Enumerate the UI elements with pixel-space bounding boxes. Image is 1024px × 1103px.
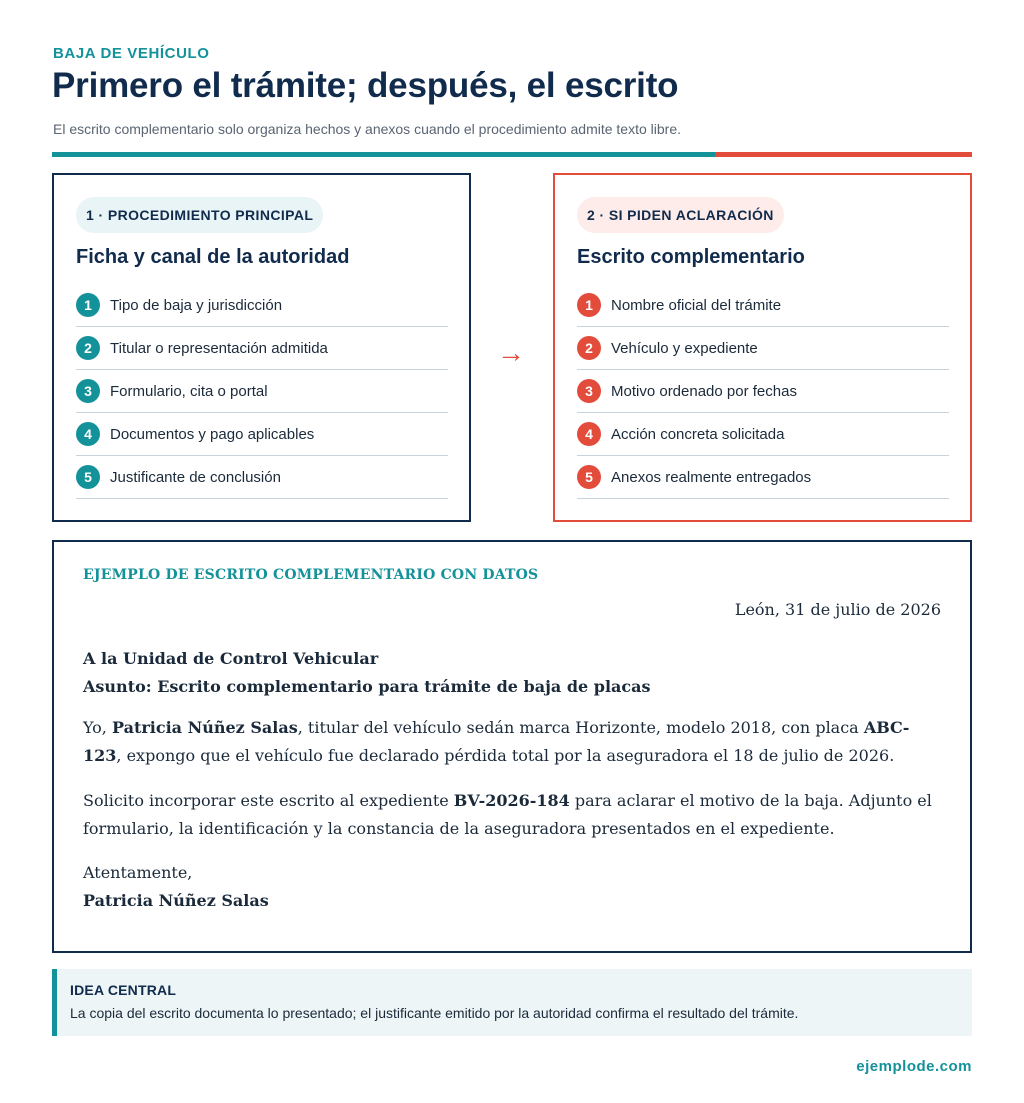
list-item [577,456,949,499]
main-procedure-steps [76,284,448,499]
list-item [76,284,448,327]
clarification-title: Escrito complementario [577,246,805,268]
letter-paragraph-facts [83,714,945,770]
step-label: Formulario, cita o portal [110,382,268,400]
step-label: Nombre oficial del trámite [611,296,782,314]
step-label: Motivo ordenado por fechas [611,382,797,400]
callout-text: La copia del escrito documenta lo presentado; el justificante emitido por la autoridad confirma el resultado del trámite. [70,1005,799,1021]
example-letter [52,540,972,953]
step-label: Documentos y pago aplicables [110,425,315,443]
header-divider-red [715,152,972,157]
main-procedure-panel [52,173,471,522]
clarification-panel [553,173,972,522]
list-item [577,413,949,456]
step-label: Titular o representación admitida [110,339,328,357]
list-item [577,370,949,413]
list-item [577,327,949,370]
step-number-badge: 4 [577,422,601,446]
letter-signature: Patricia Núñez Salas [83,891,269,910]
text-segment: para aclarar el motivo de la baja. Adjunto el formulario, la identificación y la constancia de la aseguradora presentados en el expediente. [83,791,932,838]
letter-closing-block [83,859,269,915]
step-label: Vehículo y expediente [611,339,758,357]
letter-recipient: A la Unidad de Control Vehicular [83,649,379,668]
step-label: Anexos realmente entregados [611,468,812,486]
list-item [76,370,448,413]
page-subtitle: El escrito complementario solo organiza hechos y anexos cuando el procedimiento admite texto libre. [53,121,682,137]
text-segment: , titular del vehículo sedán marca Horizonte, modelo 2018, con placa [297,718,864,737]
letter-heading: EJEMPLO DE ESCRITO COMPLEMENTARIO CON DATOS [83,567,539,583]
callout-title: IDEA CENTRAL [70,982,177,998]
main-procedure-badge: 1 · PROCEDIMIENTO PRINCIPAL [76,197,323,233]
step-number-badge: 5 [76,465,100,489]
key-idea-callout [52,969,972,1036]
main-procedure-title: Ficha y canal de la autoridad [76,246,350,268]
header-divider-teal [52,152,715,157]
arrow-right-icon: → [497,337,525,368]
letter-date: León, 31 de julio de 2026 [734,600,941,619]
clarification-badge: 2 · SI PIDEN ACLARACIÓN [577,197,784,233]
letter-subject: Asunto: Escrito complementario para trámite de baja de placas [83,677,651,696]
text-segment: Solicito incorporar este escrito al expediente [83,791,454,810]
step-number-badge: 1 [76,293,100,317]
step-number-badge: 3 [76,379,100,403]
step-number-badge: 2 [577,336,601,360]
text-segment: , expongo que el vehículo fue declarado pérdida total por la aseguradora el 18 de julio de 2026. [116,746,895,765]
step-number-badge: 2 [76,336,100,360]
step-number-badge: 1 [577,293,601,317]
list-item [76,413,448,456]
letter-address-block [83,645,651,701]
step-label: Tipo de baja y jurisdicción [110,296,283,314]
step-number-badge: 3 [577,379,601,403]
clarification-steps [577,284,949,499]
page-title: Primero el trámite; después, el escrito [52,66,679,105]
step-label: Acción concreta solicitada [611,425,785,443]
list-item [76,456,448,499]
step-number-badge: 4 [76,422,100,446]
applicant-name: Patricia Núñez Salas [111,718,298,737]
list-item [577,284,949,327]
text-segment: Yo, [83,718,112,737]
page-eyebrow: BAJA DE VEHÍCULO [53,45,210,62]
letter-closing: Atentamente, [83,863,193,882]
file-number: BV-2026-184 [453,791,570,810]
plate-number: ABC-123 [83,718,910,765]
site-brand: ejemplode.com [856,1058,972,1075]
list-item [76,327,448,370]
letter-paragraph-request [83,787,945,843]
step-label: Justificante de conclusión [110,468,281,486]
step-number-badge: 5 [577,465,601,489]
